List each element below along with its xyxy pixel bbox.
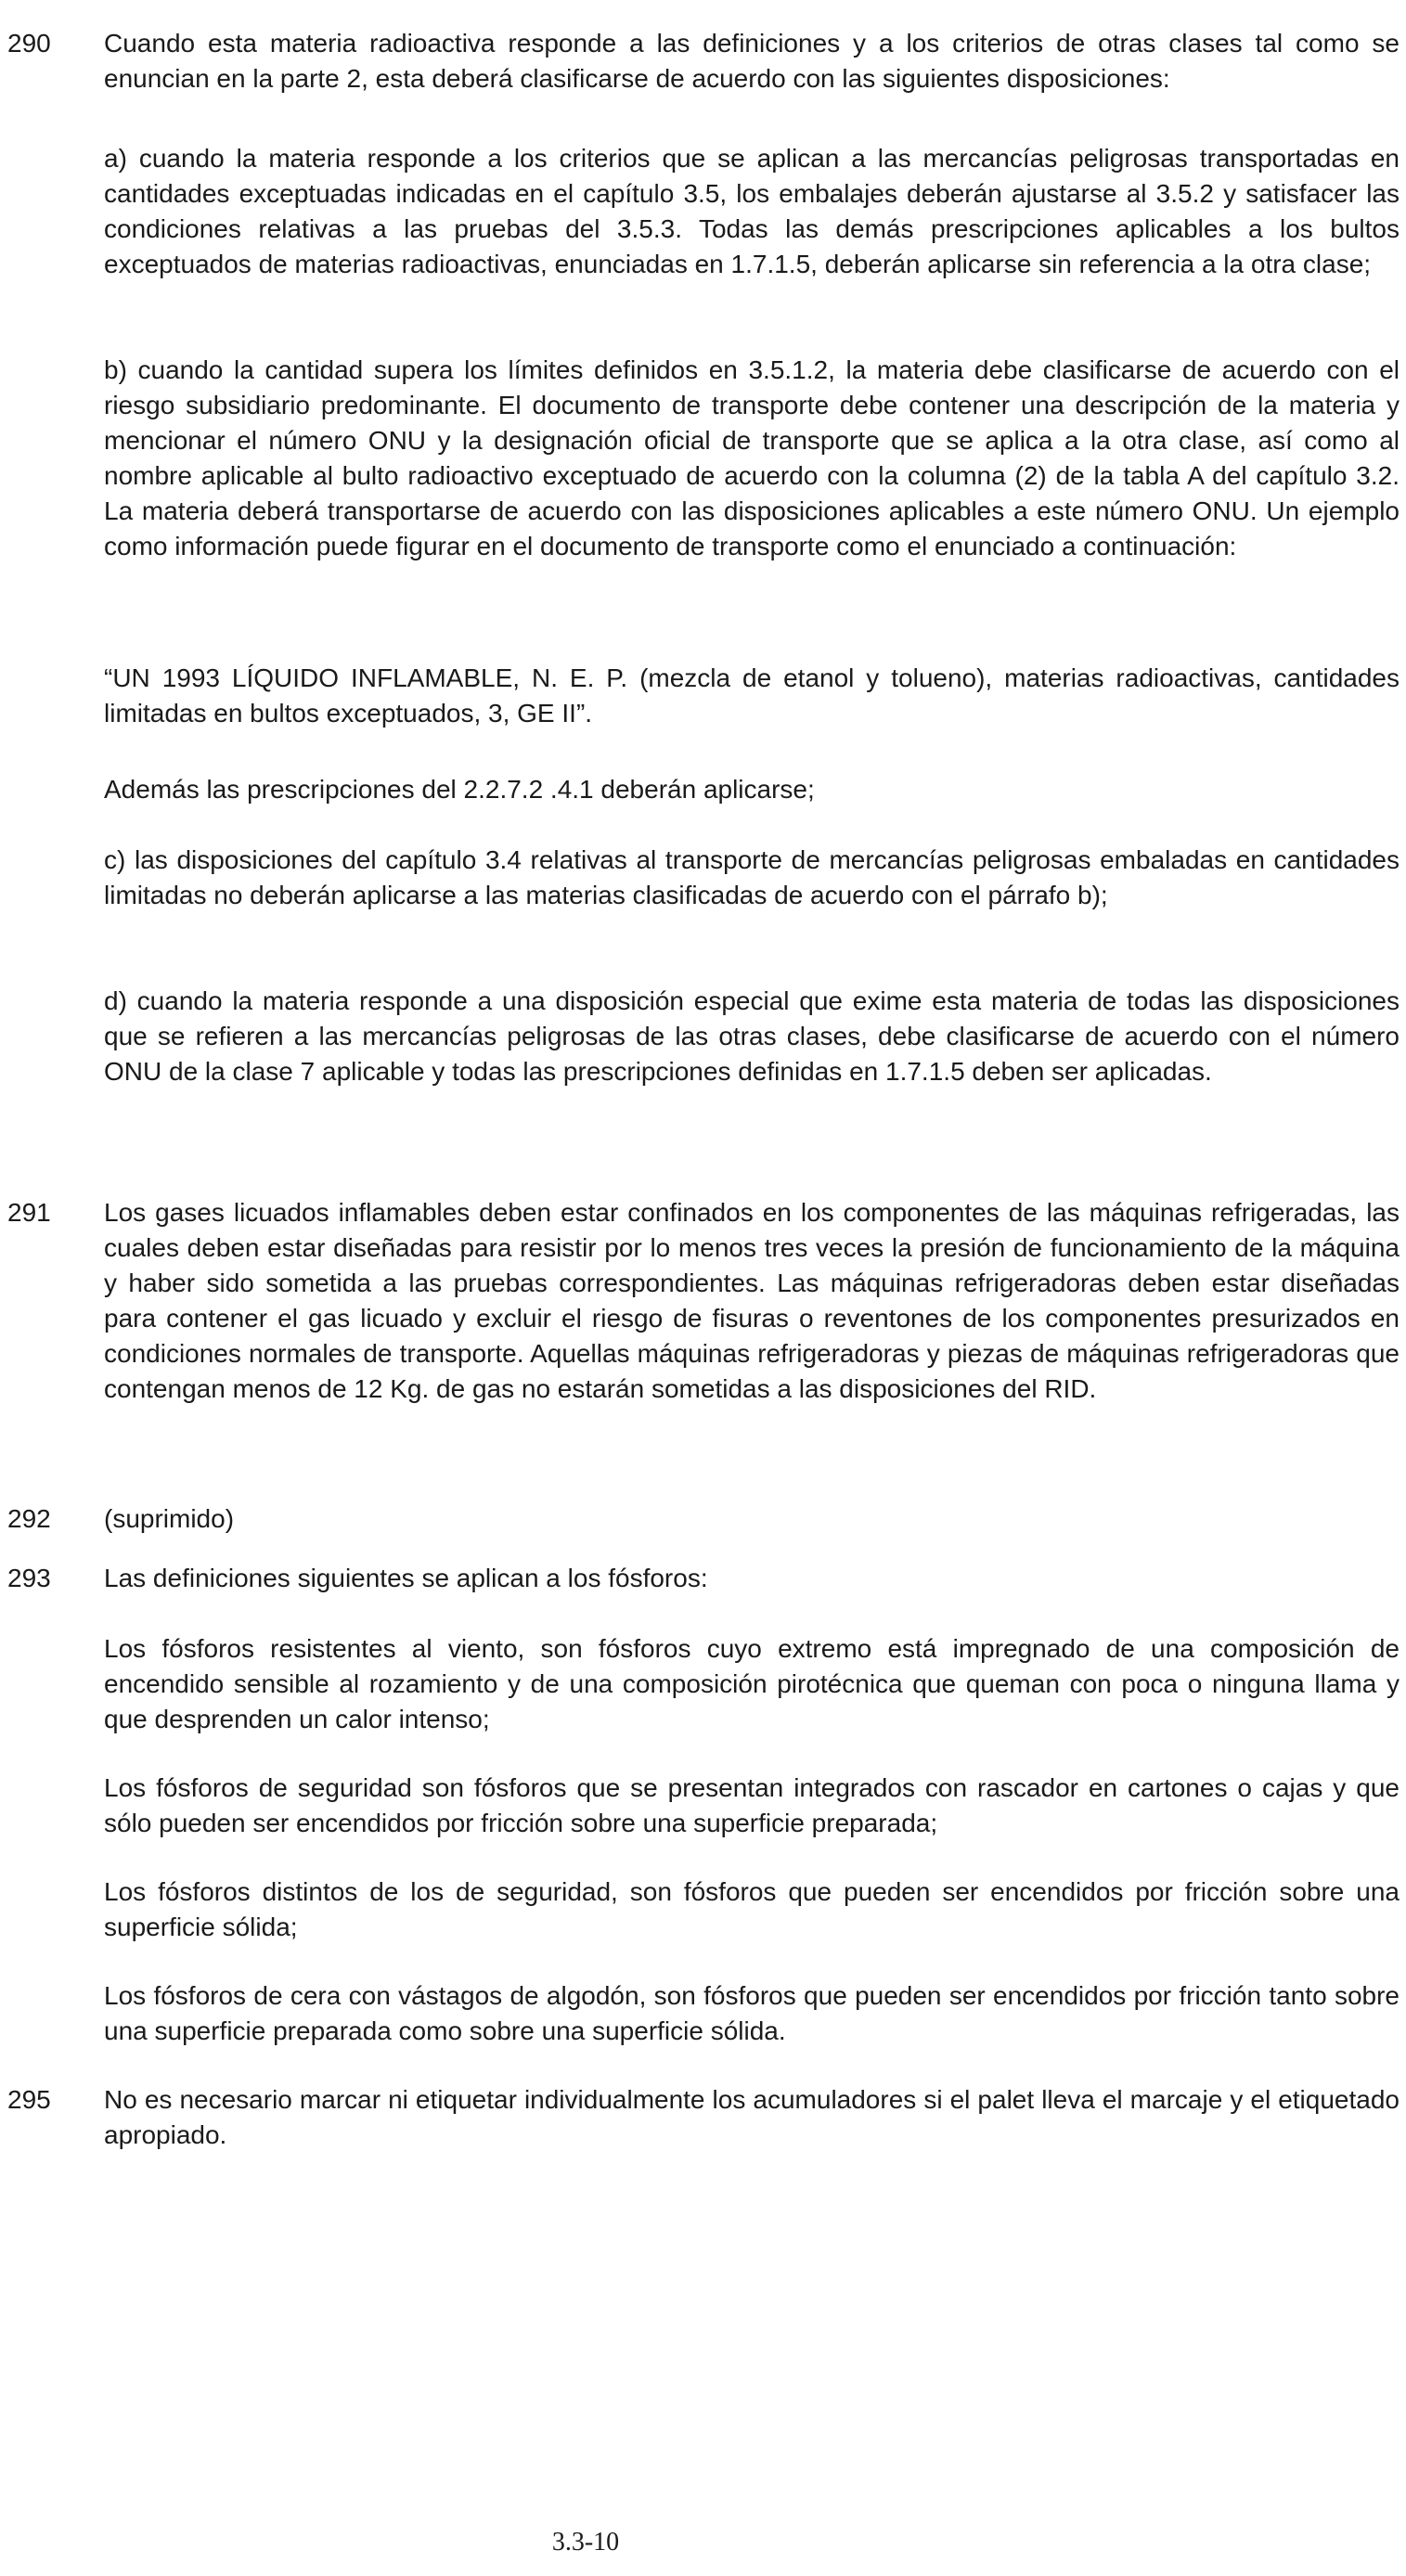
- provision-body: [104, 1874, 1400, 1945]
- provision-body: [104, 1501, 1400, 1537]
- provision-body: [104, 1771, 1400, 1841]
- provision-number: 291: [7, 1198, 51, 1227]
- provision-body: [104, 1978, 1400, 2049]
- provision-paragraph: Los fósforos de cera con vástagos de algodón, son fósforos que pueden ser encendidos por fricción tanto sobre una superficie preparada como sobre una superficie sólida.: [104, 1981, 1400, 2045]
- provision-number: 293: [7, 1564, 51, 1592]
- provision-paragraph: a) cuando la materia responde a los criterios que se aplican a las mercancías peligrosas transportadas en cantidades exceptuadas indicadas en el capítulo 3.5, los embalajes deberán ajustarse al 3.5.2 y satisfacer las condiciones relativas a las pruebas del 3.5.3. Todas las demás prescripciones aplicables a los bultos exceptuados de materias radioactivas, enunciadas en 1.7.1.5, deberán aplicarse sin referencia a la otra clase;: [104, 144, 1400, 278]
- provision-body: [104, 1195, 1400, 1407]
- provision-paragraph: Los fósforos resistentes al viento, son fósforos cuyo extremo está impregnado de una composición de encendido sensible al rozamiento y de una composición pirotécnica que queman con poca o ninguna llama y que desprenden un calor intenso;: [104, 1634, 1400, 1733]
- provision-paragraph: b) cuando la cantidad supera los límites definidos en 3.5.1.2, la materia debe clasificarse de acuerdo con el riesgo subsidiario predominante. El documento de transporte debe contener una descripción de la materia y mencionar el número ONU y la designación oficial de transporte que se aplica a la otra clase, así como al nombre aplicable al bulto radioactivo exceptuado de acuerdo con la columna (2) de la tabla A del capítulo 3.2. La materia deberá transportarse de acuerdo con las disposiciones aplicables a este número ONU. Un ejemplo como información puede figurar en el documento de transporte como el enunciado a continuación:: [104, 355, 1400, 560]
- provision-paragraph: Además las prescripciones del 2.2.7.2 .4.1 deberán aplicarse;: [104, 775, 815, 804]
- provision-number: 292: [7, 1504, 51, 1533]
- provision-body: [104, 2082, 1400, 2153]
- provision-paragraph: Los fósforos de seguridad son fósforos que se presentan integrados con rascador en cartones o cajas y que sólo pueden ser encendidos por fricción sobre una superficie preparada;: [104, 1773, 1400, 1837]
- provision-paragraph: c) las disposiciones del capítulo 3.4 relativas al transporte de mercancías peligrosas embaladas en cantidades limitadas no deberán aplicarse a las materias clasificadas de acuerdo con el párrafo b);: [104, 845, 1400, 909]
- provision-paragraph: Cuando esta materia radioactiva responde a las definiciones y a los criterios de otras clases tal como se enuncian en la parte 2, esta deberá clasificarse de acuerdo con las siguientes disposiciones:: [104, 29, 1400, 93]
- provision-paragraph: No es necesario marcar ni etiquetar individualmente los acumuladores si el palet lleva el marcaje y el etiquetado apropiado.: [104, 2085, 1400, 2149]
- provision-paragraph: “UN 1993 LÍQUIDO INFLAMABLE, N. E. P. (mezcla de etanol y tolueno), materias radioactivas, cantidades limitadas en bultos exceptuados, 3, GE II”.: [104, 663, 1400, 728]
- provision-number: 295: [7, 2085, 51, 2114]
- provision-body: [104, 661, 1400, 731]
- provision-body: [104, 1631, 1400, 1737]
- provision-body: [104, 984, 1400, 1089]
- provision-body: [104, 353, 1400, 564]
- provision-number: 290: [7, 29, 51, 58]
- provision-body: [104, 843, 1400, 913]
- provision-body: [104, 772, 1400, 807]
- provision-body: [104, 141, 1400, 282]
- provision-paragraph: Los fósforos distintos de los de seguridad, son fósforos que pueden ser encendidos por fricción sobre una superficie sólida;: [104, 1877, 1400, 1941]
- provision-body: [104, 26, 1400, 97]
- page-number: 3.3-10: [551, 2528, 620, 2557]
- provision-paragraph: Los gases licuados inflamables deben estar confinados en los componentes de las máquinas refrigeradas, las cuales deben estar diseñadas para resistir por lo menos tres veces la presión de funcionamiento de la máquina y haber sido sometida a las pruebas correspondientes. Las máquinas refrigeradoras deben estar diseñadas para contener el gas licuado y excluir el riesgo de fisuras o reventones de los componentes presurizados en condiciones normales de transporte. Aquellas máquinas refrigeradoras y piezas de máquinas refrigeradoras que contengan menos de 12 Kg. de gas no estarán sometidas a las disposiciones del RID.: [104, 1198, 1400, 1403]
- provision-paragraph: Las definiciones siguientes se aplican a los fósforos:: [104, 1564, 708, 1592]
- provision-paragraph: d) cuando la materia responde a una disposición especial que exime esta materia de todas las disposiciones que se refieren a las mercancías peligrosas de las otras clases, debe clasificarse de acuerdo con el número ONU de la clase 7 aplicable y todas las prescripciones definidas en 1.7.1.5 deben ser aplicadas.: [104, 986, 1400, 1086]
- provision-paragraph: (suprimido): [104, 1504, 235, 1533]
- provision-body: [104, 1561, 1400, 1596]
